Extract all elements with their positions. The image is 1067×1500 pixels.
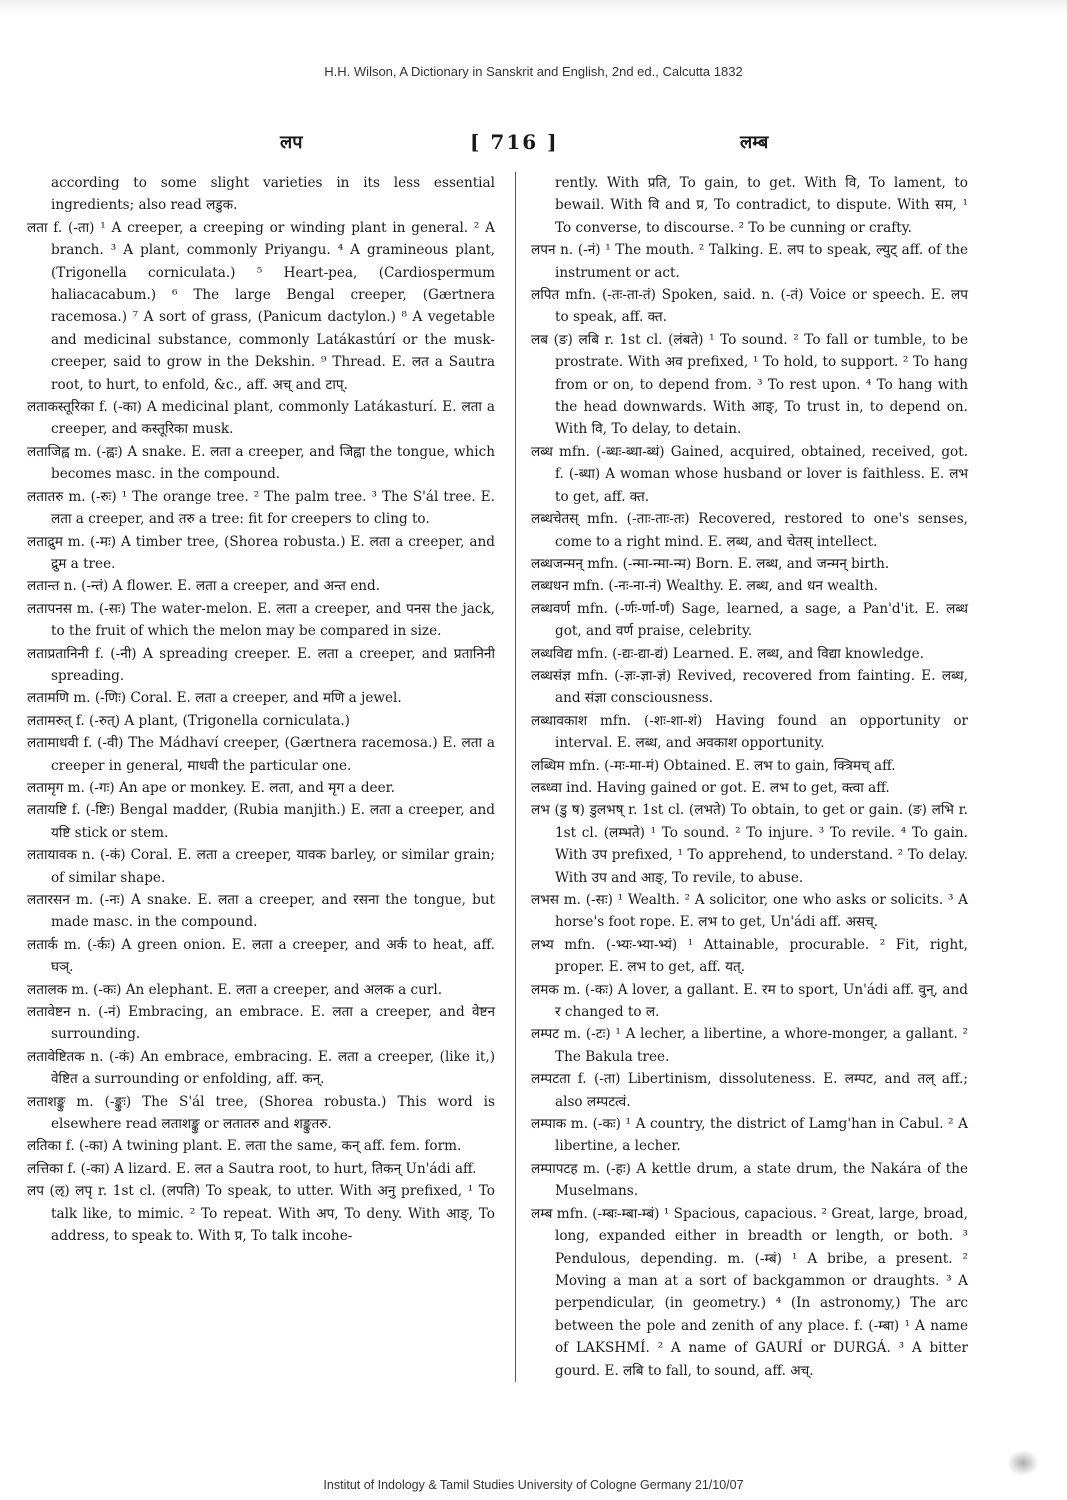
dictionary-entry: लब्धसंज्ञ mfn. (-ज्ञः-ज्ञा-ज्ञं) Revived, recovered from fainting. E. लब्ध, and संज्ञा consciousness. — [531, 667, 968, 707]
column-divider — [515, 172, 516, 1382]
dictionary-entry: लतालक m. (-कः) An elephant. E. लता a creeper, and अलक a curl. — [27, 981, 443, 998]
dictionary-entry: लतावेष्टन n. (-नं) Embracing, an embrace. E. लता a creeper, and वेष्टन surrounding. — [27, 1004, 495, 1043]
dictionary-entry: लपन n. (-नं) ¹ The mouth. ² Talking. E. लप to speak, ल्युट् aff. of the instrument or act. — [531, 242, 968, 281]
dictionary-entry: लताकस्तूरिका f. (-का) A medicinal plant, commonly Latákasturí. E. लता a creeper, and कस्तूरिका musk. — [27, 399, 495, 438]
source-citation: H.H. Wilson, A Dictionary in Sanskrit and English, 2nd ed., Calcutta 1832 — [324, 64, 743, 79]
dictionary-entry: लब्धवर्ण mfn. (-र्णः-र्णा-र्णं) Sage, learned, a sage, a Pan'd'it. E. लब्ध got, and वर्ण praise, celebrity. — [531, 600, 968, 640]
dictionary-entry: लतामृग m. (-गः) An ape or monkey. E. लता, and मृग a deer. — [27, 779, 395, 796]
dictionary-entry: लभ्य mfn. (-भ्यः-भ्या-भ्यं) ¹ Attainable, procurable. ² Fit, right, proper. E. लभ to get, aff. यत्. — [531, 936, 968, 976]
running-head-right: लम्ब — [740, 132, 769, 153]
dictionary-entry: लतामाधवी f. (-वी) The Mádhaví creeper, (Gærtnera racemosa.) E. लता a creeper in general, माधवी the particular one. — [27, 735, 495, 774]
dictionary-entry: लम्पट m. (-टः) ¹ A lecher, a libertine, a whore-monger, a gallant. ² The Bakula tree. — [531, 1026, 968, 1065]
dictionary-entry: लतारसन m. (-नः) A snake. E. लता a creeper, and रसना the tongue, but made masc. in the compound. — [27, 892, 495, 931]
dictionary-entry: लत्तिका f. (-का) A lizard. E. लत a Sautra root, to hurt, तिकन् Un'ádi aff. — [27, 1160, 477, 1177]
dictionary-entry: लता f. (-ता) ¹ A creeper, a creeping or winding plant in general. ² A branch. ³ A plant, commonly Priyangu. ⁴ A gramineous plant, (Trigonella corniculata.) ⁵ Heart-pea, (Cardiospermum haliacacabum.) ⁶ The large Bengal creeper, (Gærtnera racemosa.) ⁷ A sort of grass, (Panicum dactylon.) ⁸ A vegetable and medicinal substance, commonly Latákastúrí or the musk-creeper, said to grow in the Dekshin. ⁹ Thread. E. लत a Sautra root, to hurt, to enfold, &c., aff. अच् and टाप्. — [27, 219, 495, 393]
dictionary-entry: लब्ध mfn. (-ब्धः-ब्धा-ब्धं) Gained, acquired, obtained, received, got. f. (-ब्धा) A woman whose husband or lover is faithless. E. लभ to get, aff. क्त. — [531, 443, 968, 505]
dictionary-entry: लतायावक n. (-कं) Coral. E. लता a creeper, यावक barley, or similar grain; of similar shape. — [27, 847, 495, 886]
right-column — [531, 172, 968, 1382]
dictionary-entry: लतावेष्टितक n. (-कं) An embrace, embracing. E. लता a creeper, (like it,) वेष्टित a surrounding or enfolding, aff. कन्. — [27, 1048, 495, 1088]
dictionary-entry: लपित mfn. (-तः-ता-तं) Spoken, said. n. (-तं) Voice or speech. E. लप to speak, aff. क्त. — [531, 287, 968, 326]
dictionary-entry-continuation: according to some slight varieties in its less essential ingredients; also read लडुक. — [51, 175, 495, 214]
dictionary-entry: लमक m. (-कः) A lover, a gallant. E. रम to sport, Un'ádi aff. वुन्, and र changed to ल. — [531, 981, 968, 1021]
scan-top-band — [0, 0, 1067, 14]
dictionary-entry: लताशङ्कु m. (-ङ्कुः) The S'ál tree, (Shorea robusta.) This word is elsewhere read लताशङ्कु or लतातरु and शङ्कुतरु. — [27, 1093, 495, 1133]
dictionary-entry: लब्ध्वा ind. Having gained or got. E. लभ to get, क्त्वा aff. — [531, 779, 890, 796]
page-number: [ 716 ] — [470, 130, 559, 154]
dictionary-entry: लम्पापटह m. (-हः) A kettle drum, a state drum, the Nakára of the Muselmans. — [531, 1160, 968, 1200]
dictionary-entry: लताद्रुम m. (-मः) A timber tree, (Shorea robusta.) E. लता a creeper, and द्रुम a tree. — [27, 533, 495, 572]
dictionary-entry: लभस m. (-सः) ¹ Wealth. ² A solicitor, one who asks or solicits. ³ A horse's foot rope. E. लभ to get, Un'ádi aff. असच्. — [531, 892, 968, 931]
dictionary-entry: लतापनस m. (-सः) The water-melon. E. लता a creeper, and पनस the jack, to the fruit of which the melon may be compared in size. — [27, 600, 495, 640]
dictionary-entry: लब (ङ) लबि r. 1st cl. (लंबते) ¹ To sound. ² To fall or tumble, to be prostrate. With अव prefixed, ¹ To hold, to support. ² To hang from or on, to depend from. ³ To rest upon. ⁴ To hang with the head downwards. With आङ्, To trust in, to depend on. With वि, To delay, to detain. — [531, 331, 968, 438]
dictionary-entry: लम्पाक m. (-कः) ¹ A country, the district of Lamg'han in Cabul. ² A libertine, a lecher. — [531, 1116, 968, 1155]
dictionary-entry: लतिका f. (-का) A twining plant. E. लता the same, कन् aff. fem. form. — [27, 1138, 462, 1155]
dictionary-entry: लतातरु m. (-रुः) ¹ The orange tree. ² The palm tree. ³ The S'ál tree. E. लता a creeper, and तरु a tree: fit for creepers to cling to. — [27, 488, 495, 528]
dictionary-entry: लब्धावकाश mfn. (-शः-शा-शं) Having found an opportunity or interval. E. लब्ध, and अवकाश opportunity. — [531, 712, 968, 752]
dictionary-entry: लप (ऌ) लपृ r. 1st cl. (लपति) To speak, to utter. With अनु prefixed, ¹ To talk like, to mimic. ² To repeat. With अप, To deny. With आङ्, To address, to speak to. With प्र, To talk incohe- — [27, 1183, 495, 1245]
left-column — [27, 172, 495, 1248]
running-head-left: लप — [280, 132, 303, 153]
dictionary-entry: लताप्रतानिनी f. (-नी) A spreading creeper. E. लता a creeper, and प्रतानिनी spreading. — [27, 645, 495, 684]
dictionary-entry: लम्पटता f. (-ता) Libertinism, dissoluteness. E. लम्पट, and तल् aff.; also लम्पटत्वं. — [531, 1071, 968, 1110]
dictionary-entry: लब्धविद्य mfn. (-द्यः-द्या-द्यं) Learned. E. लब्ध, and विद्या knowledge. — [531, 645, 925, 662]
dictionary-entry: लम्ब mfn. (-म्बः-म्बा-म्बं) ¹ Spacious, capacious. ² Great, large, broad, long, expanded either in breadth or length, or both. ³ Pendulous, depending. m. (-म्बं) ¹ A bribe, a present. ² Moving a man at a sort of backgammon or draughts. ³ A perpendicular, (in geometry.) ⁴ (In astronomy,) The arc between the pole and zenith of any place. f. (-म्बा) ¹ A name of LAKSHMÍ. ² A name of GAURÍ or DURGÁ. ³ A bitter gourd. E. लबि to fall, to sound, aff. अच्. — [531, 1205, 968, 1379]
dictionary-entry: लतान्त n. (-न्तं) A flower. E. लता a creeper, and अन्त end. — [27, 578, 381, 595]
dictionary-entry: लभ (डु ष) डुलभष् r. 1st cl. (लभते) To obtain, to get or gain. (ङ) लभि r. 1st cl. (लम्भते) ¹ To sound. ² To injure. ³ To revile. ⁴ To gain. With उप prefixed, ¹ To apprehend, to understand. ² To delay. With उप and आङ्, To revile, to abuse. — [531, 802, 968, 886]
dictionary-entry: लतार्क m. (-र्कः) A green onion. E. लता a creeper, and अर्क to heat, aff. घञ्. — [27, 936, 495, 976]
dictionary-entry: लतायष्टि f. (-ष्टिः) Bengal madder, (Rubia manjith.) E. लता a creeper, and यष्टि stick or stem. — [27, 802, 495, 841]
dictionary-entry: लब्धधन mfn. (-नः-ना-नं) Wealthy. E. लब्ध, and धन wealth. — [531, 578, 878, 595]
dictionary-entry-continuation: rently. With प्रति, To gain, to get. With वि, To lament, to bewail. With वि and प्र, To contradict, to dispute. With सम, ¹ To converse, to discourse. ² To be cunning or crafty. — [555, 175, 968, 236]
dictionary-entry: लतामरुत् f. (-रुत्) A plant, (Trigonella corniculata.) — [27, 712, 350, 729]
dictionary-entry: लब्धचेतस् mfn. (-ताः-ताः-तः) Recovered, restored to one's senses, come to a right mind. E. लब्ध, and चेतस् intellect. — [531, 511, 968, 550]
dictionary-entry: लताजिह्व m. (-ह्वः) A snake. E. लता a creeper, and जिह्वा the tongue, which becomes masc. in the compound. — [27, 443, 495, 483]
scan-smudge — [1007, 1450, 1039, 1476]
dictionary-entry: लब्धिम mfn. (-मः-मा-मं) Obtained. E. लभ to gain, क्त्रिमच् aff. — [531, 757, 896, 774]
footer-credit: Institut of Indology & Tamil Studies University of Cologne Germany 21/10/07 — [323, 1478, 744, 1492]
dictionary-entry: लब्धजन्मन् mfn. (-न्मा-न्मा-न्म) Born. E. लब्ध, and जन्मन् birth. — [531, 555, 890, 572]
dictionary-entry: लतामणि m. (-णिः) Coral. E. लता a creeper, and मणि a jewel. — [27, 690, 402, 707]
